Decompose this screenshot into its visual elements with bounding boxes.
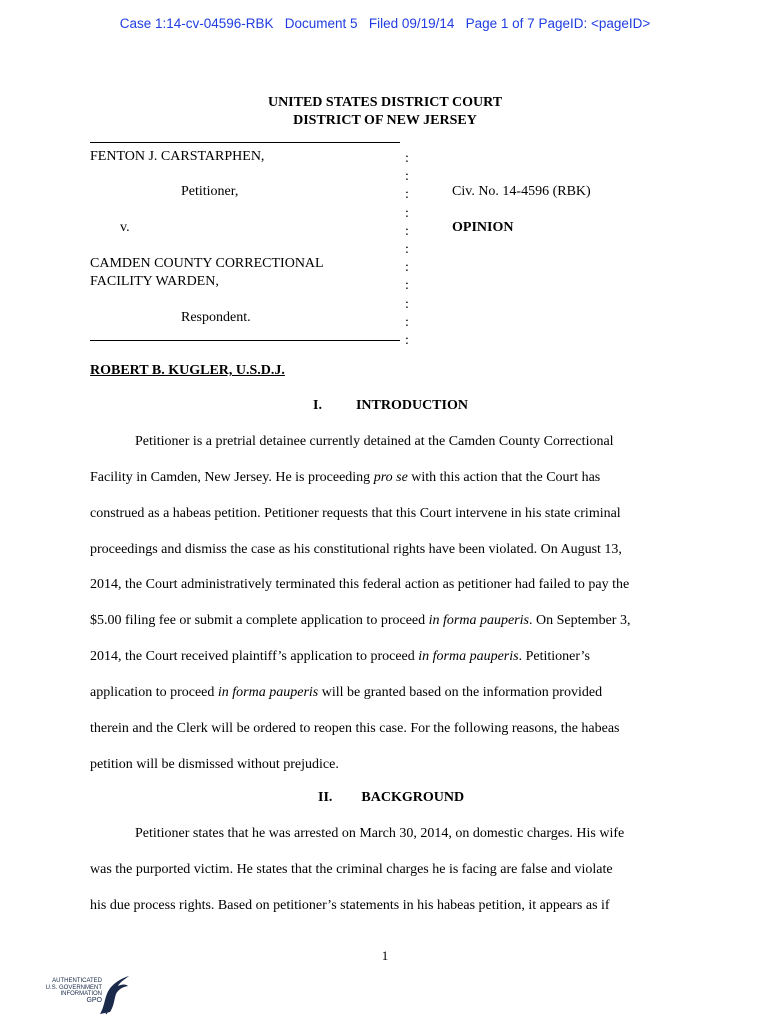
document-type: OPINION xyxy=(452,220,514,235)
introduction-paragraph xyxy=(90,433,690,791)
case-header: Case 1:14-cv-04596-RBK Document 5 Filed 09/19/14 Page 1 of 7 PageID: <pageID> xyxy=(119,16,651,31)
respondent-role: Respondent. xyxy=(181,310,251,325)
eagle-icon xyxy=(96,970,132,1018)
text-line xyxy=(90,541,690,577)
italic-term: in forma pauperis xyxy=(428,613,529,629)
text-line xyxy=(90,684,690,720)
judge-name: ROBERT B. KUGLER, U.S.D.J. xyxy=(90,363,285,378)
court-title-line2: DISTRICT OF NEW JERSEY xyxy=(293,113,477,128)
italic-term: in forma pauperis xyxy=(418,649,519,665)
text-line xyxy=(90,897,690,933)
background-paragraph xyxy=(90,825,690,933)
logo-text-line: INFORMATION xyxy=(60,991,102,997)
versus: v. xyxy=(120,220,130,235)
text-run: 2014, the Court administratively terminated this federal action as petitioner had failed to pay the xyxy=(90,577,630,593)
text-run: with this action that the Court has xyxy=(407,469,601,485)
text-run: therein and the Clerk will be ordered to reopen this case. For the following reasons, the habeas xyxy=(90,720,620,736)
logo-text-line: GPO xyxy=(86,996,102,1004)
civil-number: Civ. No. 14-4596 (RBK) xyxy=(452,184,591,199)
caption-top-rule xyxy=(90,142,400,143)
court-title-line1: UNITED STATES DISTRICT COURT xyxy=(267,95,503,110)
text-line xyxy=(90,756,690,792)
text-run: $5.00 filing fee or submit a complete application to proceed xyxy=(90,613,429,629)
caption-colons: : : : : : : : : : : : xyxy=(405,151,409,348)
text-line xyxy=(90,825,690,861)
caption-bottom-rule xyxy=(90,340,400,341)
gpo-authentication-logo xyxy=(36,970,136,1018)
section-number: II. xyxy=(318,790,333,805)
text-run: Petitioner states that he was arrested on March 30, 2014, on domestic charges. His wife xyxy=(135,826,625,841)
respondent-line2: FACILITY WARDEN, xyxy=(90,274,219,289)
text-line xyxy=(90,648,690,684)
section-title: BACKGROUND xyxy=(361,790,465,805)
petitioner-name: FENTON J. CARSTARPHEN, xyxy=(90,149,265,164)
text-line xyxy=(90,861,690,897)
section-title: INTRODUCTION xyxy=(355,398,468,413)
text-run: Facility in Camden, New Jersey. He is proceeding xyxy=(90,469,374,485)
text-run: Petitioner is a pretrial detainee currently detained at the Camden County Correctional xyxy=(135,434,614,449)
respondent-line1: CAMDEN COUNTY CORRECTIONAL xyxy=(90,256,324,271)
page-number: 1 xyxy=(381,948,389,963)
petitioner-role: Petitioner, xyxy=(181,184,239,199)
section-heading-background xyxy=(318,790,464,806)
italic-term: in forma pauperis xyxy=(217,684,319,700)
text-line xyxy=(90,576,690,612)
italic-term: pro se xyxy=(373,469,408,485)
logo-text-line: U.S. GOVERNMENT xyxy=(45,984,102,991)
logo-text-line: AUTHENTICATED xyxy=(52,978,102,984)
text-line xyxy=(90,612,690,648)
text-line xyxy=(90,720,690,756)
text-run: his due process rights. Based on petitioner’s statements in his habeas petition, it appears as if xyxy=(90,897,610,913)
text-run: construed as a habeas petition. Petitioner requests that this Court intervene in his state criminal xyxy=(90,505,621,521)
section-number: I. xyxy=(313,398,322,413)
section-heading-introduction xyxy=(313,398,468,414)
text-run: will be granted based on the information provided xyxy=(318,684,603,700)
text-run: proceedings and dismiss the case as his constitutional rights have been violated. On August 13, xyxy=(90,541,622,557)
text-run: was the purported victim. He states that the criminal charges he is facing are false and violate xyxy=(90,861,613,877)
text-line xyxy=(90,505,690,541)
court-title xyxy=(0,94,770,130)
logo-text xyxy=(36,978,102,1004)
text-run: . Petitioner’s xyxy=(518,649,590,665)
text-run: . On September 3, xyxy=(528,613,631,629)
text-line xyxy=(90,433,690,469)
text-run: petition will be dismissed without prejudice. xyxy=(90,756,339,772)
text-line xyxy=(90,469,690,505)
text-run: 2014, the Court received plaintiff’s application to proceed xyxy=(90,649,419,665)
text-run: application to proceed xyxy=(90,684,218,700)
